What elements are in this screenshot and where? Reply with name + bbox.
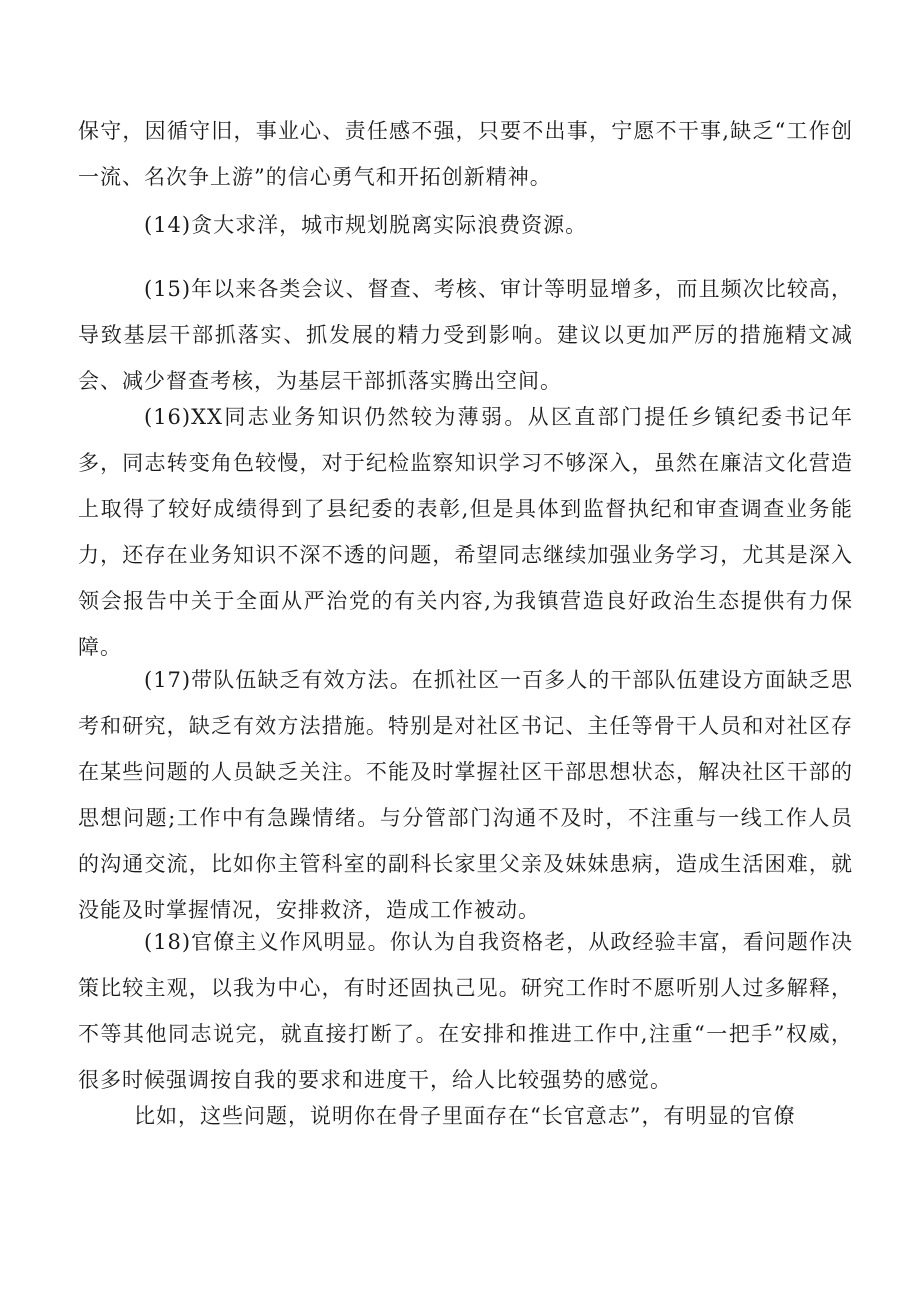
paragraph-item-18 [78, 919, 853, 1103]
paragraph-text: (15)年以来各类会议、督查、考核、审计等明显增多，而且频次比较高，导致基层干部抓落实、抓发展的精力受到影响。建议以更加严厉的措施精文减会、减少督查考核，为基层干部抓落实腾出空间。 [78, 277, 853, 393]
paragraph-text: 保守，因循守旧，事业心、责任感不强，只要不出事，宁愿不干事,缺乏“工作创一流、名次争上游”的信心勇气和开拓创新精神。 [78, 119, 853, 189]
paragraph-item-16 [78, 394, 853, 670]
paragraph-continuation [78, 108, 853, 200]
paragraph-text: (14)贪大求洋，城市规划脱离实际浪费资源。 [144, 213, 588, 237]
paragraph-item-17 [78, 657, 853, 933]
paragraph-text: 比如，这些问题，说明你在骨子里面存在“长官意志”，有明显的官僚 [134, 1104, 796, 1128]
paragraph-summary [78, 1093, 853, 1139]
paragraph-text: (18)官僚主义作风明显。你认为自我资格老，从政经验丰富，看问题作决策比较主观，以我为中心，有时还固执己见。研究工作时不愿听别人过多解释，不等其他同志说完，就直接打断了。在安排和推进工作中,注重“一把手”权威，很多时候强调按自我的要求和进度干，给人比较强势的感觉。 [78, 930, 853, 1092]
paragraph-item-14 [78, 202, 853, 248]
paragraph-text: (17)带队伍缺乏有效方法。在抓社区一百多人的干部队伍建设方面缺乏思考和研究，缺乏有效方法措施。特别是对社区书记、主任等骨干人员和对社区存在某些问题的人员缺乏关注。不能及时掌握社区干部思想状态，解决社区干部的思想问题;工作中有急躁情绪。与分管部门沟通不及时，不注重与一线工作人员的沟通交流，比如你主管科室的副科长家里父亲及妹妹患病，造成生活困难，就没能及时掌握情况，安排救济，造成工作被动。 [78, 668, 853, 922]
paragraph-item-15 [78, 266, 853, 404]
paragraph-text: (16)XX同志业务知识仍然较为薄弱。从区直部门提任乡镇纪委书记年多，同志转变角色较慢，对于纪检监察知识学习不够深入，虽然在廉洁文化营造上取得了较好成绩得到了县纪委的表彰,但是具体到监督执纪和审查调查业务能力，还存在业务知识不深不透的问题，希望同志继续加强业务学习，尤其是深入领会报告中关于全面从严治党的有关内容,为我镇营造良好政治生态提供有力保障。 [78, 405, 853, 659]
